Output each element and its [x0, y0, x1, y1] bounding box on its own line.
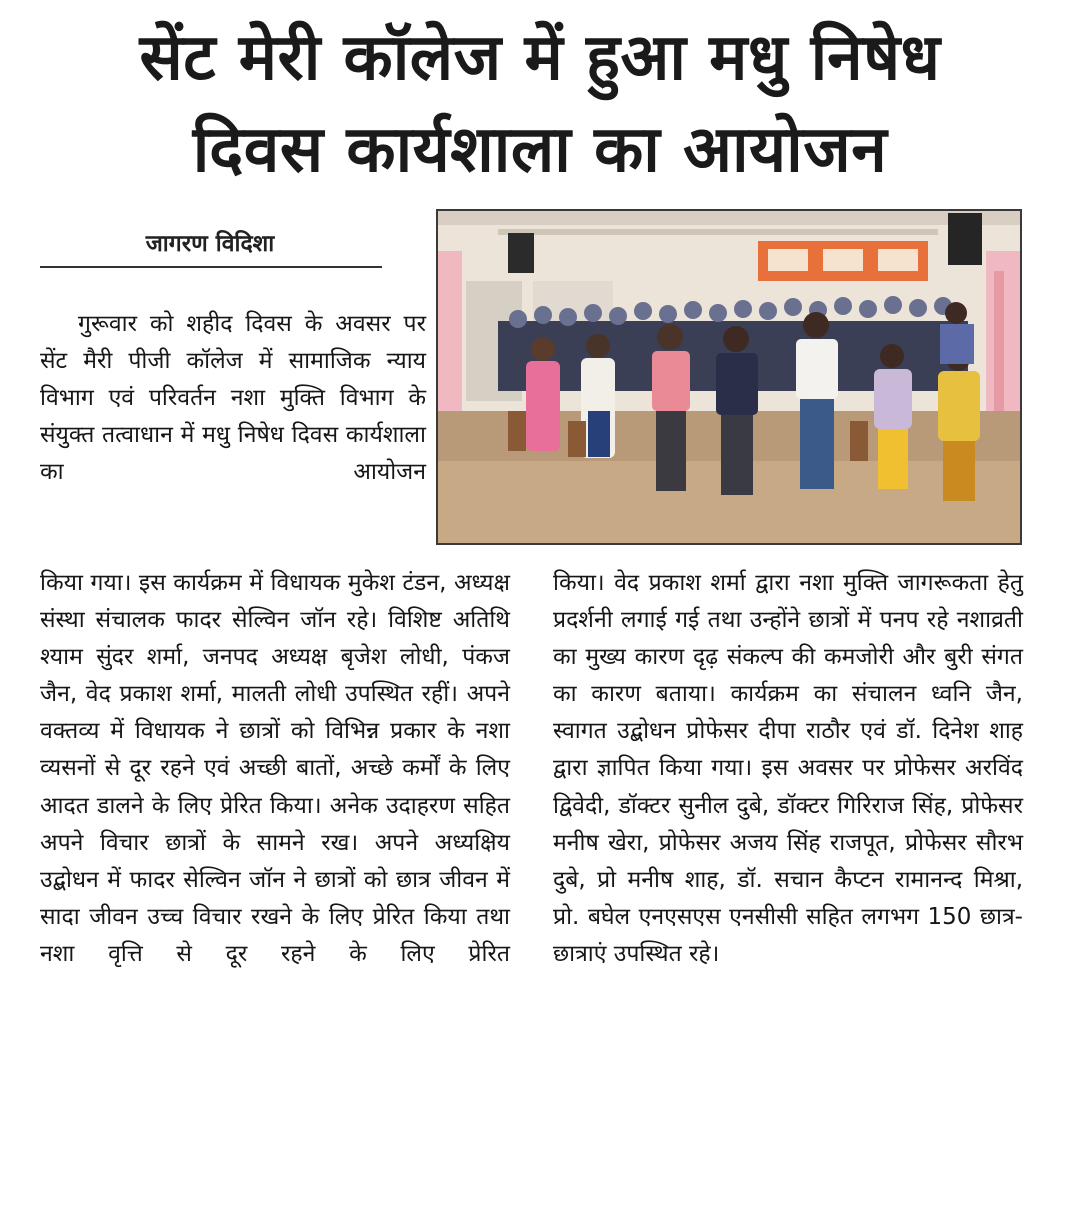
article-column-1	[40, 306, 426, 491]
article-column-3	[553, 565, 1023, 973]
article-paragraph-2: किया गया। इस कार्यक्रम में विधायक मुकेश टंडन, अध्यक्ष संस्था संचालक फादर सेल्विन जॉन रहे। विशिष्ट अतिथि श्याम सुंदर शर्मा, जनपद अध्यक्ष बृजेश लोधी, पंकज जैन, वेद प्रकाश शर्मा, मालती लोधी उपस्थित रहीं। अपने वक्तव्य में विधायक ने छात्रों को विभिन्न प्रकार के नशा व्यसनों से दूर रहने एवं अच्छी बातों, अच्छे कर्मों के लिए आदत डालने के लिए प्रेरित किया। अनेक उदाहरण सहित अपने विचार छात्रों के सामने रख। अपने अध्यक्षिय उद्बोधन में फादर सेल्विन जॉन ने छात्रों को छात्र जीवन में सादा जीवन उच्च विचार रखने के लिए प्रेरित किया तथा नशा वृत्ति से दूर रहने के लिए प्रेरित	[40, 570, 510, 967]
headline-line-2: दिवस कार्यशाला का आयोजन	[192, 113, 888, 187]
article-paragraph-1: गुरूवार को शहीद दिवस के अवसर पर सेंट मैरी पीजी कॉलेज में सामाजिक न्याय विभाग एवं परिवर्तन नशा मुक्ति विभाग के संयुक्त तत्वाधान में मधु निषेध दिवस कार्यशाला का आयोजन	[40, 311, 426, 486]
headline	[30, 12, 1050, 196]
article-column-2	[40, 565, 510, 973]
article-paragraph-3: किया। वेद प्रकाश शर्मा द्वारा नशा मुक्ति जागरूकता हेतु प्रदर्शनी लगाई गई तथा उन्होंने छात्रों में पनप रहे नशाव्रती का मुख्य कारण दृढ़ संकल्प की कमजोरी और बुरी संगत का कारण बताया। कार्यक्रम का संचालन ध्वनि जैन, स्वागत उद्बोधन प्रोफेसर दीपा राठौर एवं डॉ. दिनेश शाह द्वारा ज्ञापित किया गया। इस अवसर पर प्रोफेसर अरविंद द्विवेदी, डॉक्टर सुनील दुबे, डॉक्टर गिरिराज सिंह, प्रोफेसर मनीष खेरा, प्रोफेसर अजय सिंह राजपूत, प्रोफेसर सौरभ दुबे, प्रो मनीष शाह, डॉ. सचान कैप्टन रामानन्द मिश्रा, प्रो. बघेल एनएसएस एनसीसी सहित लगभग 150 छात्र-छात्राएं उपस्थित रहे।	[553, 570, 1023, 967]
event-photo	[436, 209, 1022, 545]
group-photo-icon	[438, 211, 1020, 543]
headline-line-1: सेंट मेरी कॉलेज में हुआ मधु निषेध	[139, 21, 941, 95]
dateline-rule	[40, 266, 382, 268]
dateline: जागरण विदिशा	[145, 231, 275, 257]
